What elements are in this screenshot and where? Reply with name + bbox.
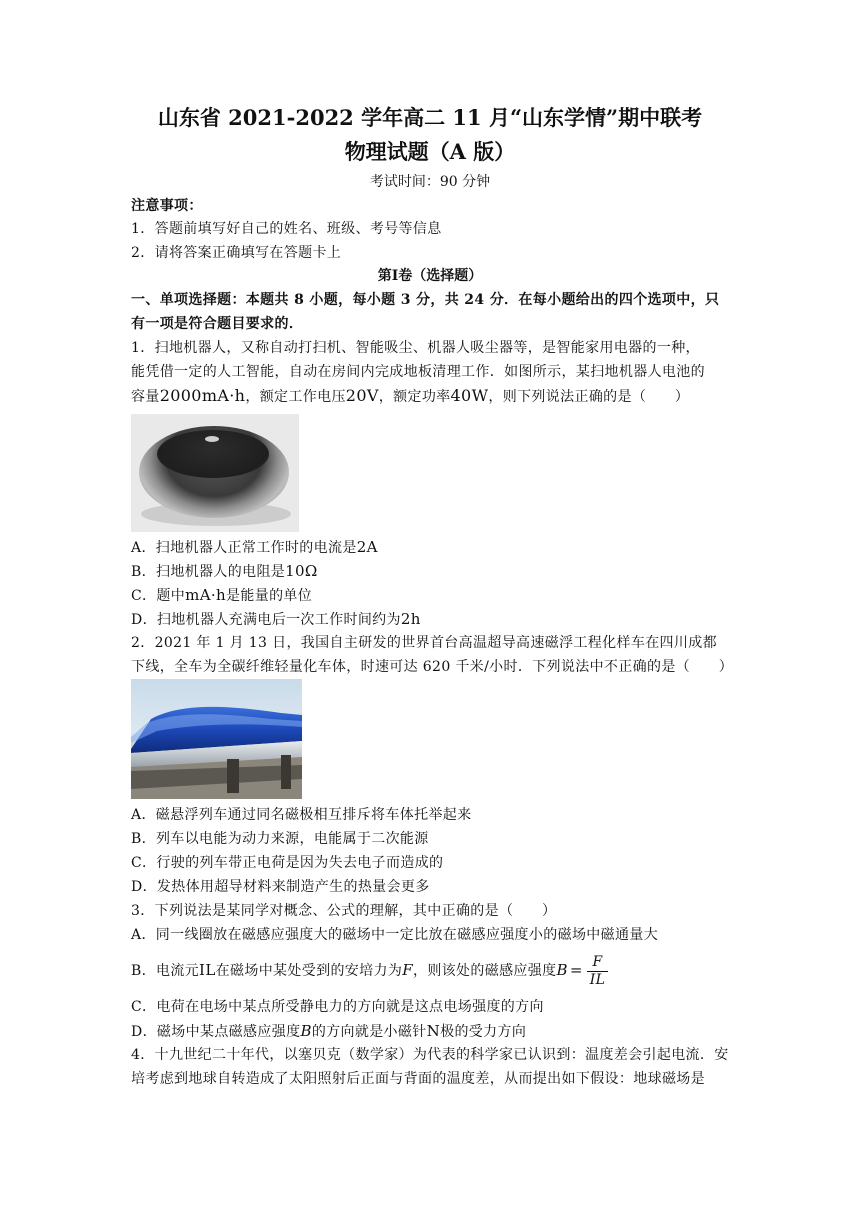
q2-option-c: C．行驶的列车带正电荷是因为失去电子而造成的 (131, 855, 444, 871)
q1-voltage: 20V (345, 386, 379, 405)
q3-option-a: A．同一线圈放在磁感应强度大的磁场中一定比放在磁感应强度小的磁场中磁通量大 (131, 927, 659, 943)
q3-option-b (131, 950, 731, 990)
q1-power: 40W (450, 386, 489, 405)
q3-option-b-f: F (402, 961, 413, 979)
section-instruction-2: 有一项是符合题目要求的． (131, 316, 304, 332)
q1-option-b-value: 10Ω (285, 562, 318, 580)
note-item-1: 1．答题前填写好自己的姓名、班级、考号等信息 (131, 221, 442, 237)
q1-option-a (131, 537, 731, 558)
exam-title-line1: 山东省 2021-2022 学年高二 11 月“山东学情”期中联考 (157, 105, 703, 130)
section-instruction-1: 一、单项选择题：本题共 8 小题，每小题 3 分，共 24 分．在每小题给出的四个选项中，只 (131, 292, 720, 308)
exam-time: 考试时间：90 分钟 (369, 174, 491, 190)
q2-stem-line1: 2．2021 年 1 月 13 日，我国自主研发的世界首台高温超导高速磁浮工程化样车在四川成都 (131, 635, 717, 651)
q1-option-c-text1: C．题中 (131, 588, 186, 604)
q3-option-b-text3: ，则该处的磁感应强度 (412, 963, 557, 979)
q3-fraction-numerator: F (587, 954, 609, 972)
q1-option-d (131, 609, 731, 630)
q1-text-b: ，额定工作电压 (245, 389, 346, 405)
q2-option-d: D．发热体用超导材料来制造产生的热量会更多 (131, 879, 430, 895)
q3-fraction-denominator: IL (589, 971, 606, 988)
robot-vacuum-image (131, 414, 299, 532)
q3-option-b-equals: = (569, 961, 583, 979)
q1-stem-line3 (131, 386, 731, 407)
q1-option-b (131, 561, 731, 582)
q3-option-d-b: B (300, 1022, 312, 1040)
robot-button (205, 436, 219, 442)
q3-option-d-text1: D．磁场中某点磁感应强度 (131, 1024, 301, 1040)
q3-option-b-fraction (587, 954, 609, 989)
q3-option-d (131, 1021, 731, 1042)
q3-option-b-b: B (556, 961, 568, 979)
volume-title: 第I卷（选择题） (377, 268, 483, 284)
q1-stem-line2: 能凭借一定的人工智能，自动在房间内完成地板清理工作．如图所示，某扫地机器人电池的 (131, 364, 705, 380)
q3-option-b-il: IL (199, 961, 216, 979)
q1-option-d-text: D．扫地机器人充满电后一次工作时间约为 (131, 612, 401, 628)
q1-text-c: ，额定功率 (378, 389, 451, 405)
q2-option-b: B．列车以电能为动力来源，电能属于二次能源 (131, 831, 429, 847)
q1-capacity: 2000mA·h (159, 386, 246, 405)
q3-option-c: C．电荷在电场中某点所受静电力的方向就是这点电场强度的方向 (131, 999, 544, 1015)
q4-stem-line1: 4．十九世纪二十年代，以塞贝克（数学家）为代表的科学家已认识到：温度差会引起电流．安 (131, 1047, 729, 1063)
notes-heading: 注意事项： (131, 198, 203, 214)
q3-option-b-text1: B．电流元 (131, 963, 200, 979)
q2-stem-line2: 下线，全车为全碳纤维轻量化车体，时速可达 620 千米/小时．下列说法中不正确的是（ ） (131, 659, 734, 675)
q1-option-c-text2: 是能量的单位 (226, 588, 313, 604)
q1-option-b-text: B．扫地机器人的电阻是 (131, 564, 286, 580)
q2-option-a: A．磁悬浮列车通过同名磁极相互排斥将车体托举起来 (131, 807, 472, 823)
maglev-train-image (131, 679, 302, 799)
maglev-train-illustration (131, 679, 302, 799)
q4-stem-line2: 培考虑到地球自转造成了太阳照射后正面与背面的温度差，从而提出如下假设：地球磁场是 (131, 1071, 705, 1087)
q1-option-a-text: A．扫地机器人正常工作时的电流是 (131, 540, 357, 556)
q1-text-d: ，则下列说法正确的是（ ） (488, 389, 690, 405)
exam-title-line2: 物理试题（A 版） (344, 139, 516, 164)
q1-stem-line1: 1．扫地机器人，又称自动打扫机、智能吸尘、机器人吸尘器等，是智能家用电器的一种， (131, 340, 700, 356)
q1-option-c (131, 585, 731, 606)
q1-option-a-value: 2A (356, 538, 378, 556)
q1-text-a: 容量 (131, 389, 160, 405)
q3-option-b-text2: 在磁场中某处受到的安培力为 (215, 963, 403, 979)
q1-option-c-value: mA·h (185, 586, 227, 604)
q3-option-d-text3: 极的受力方向 (440, 1024, 527, 1040)
q1-option-d-value: 2h (400, 610, 421, 628)
q3-option-d-n: N (426, 1022, 441, 1040)
note-item-2: 2．请将答案正确填写在答题卡上 (131, 245, 342, 261)
q3-option-d-text2: 的方向就是小磁针 (311, 1024, 427, 1040)
q3-stem: 3．下列说法是某同学对概念、公式的理解，其中正确的是（ ） (131, 903, 557, 919)
